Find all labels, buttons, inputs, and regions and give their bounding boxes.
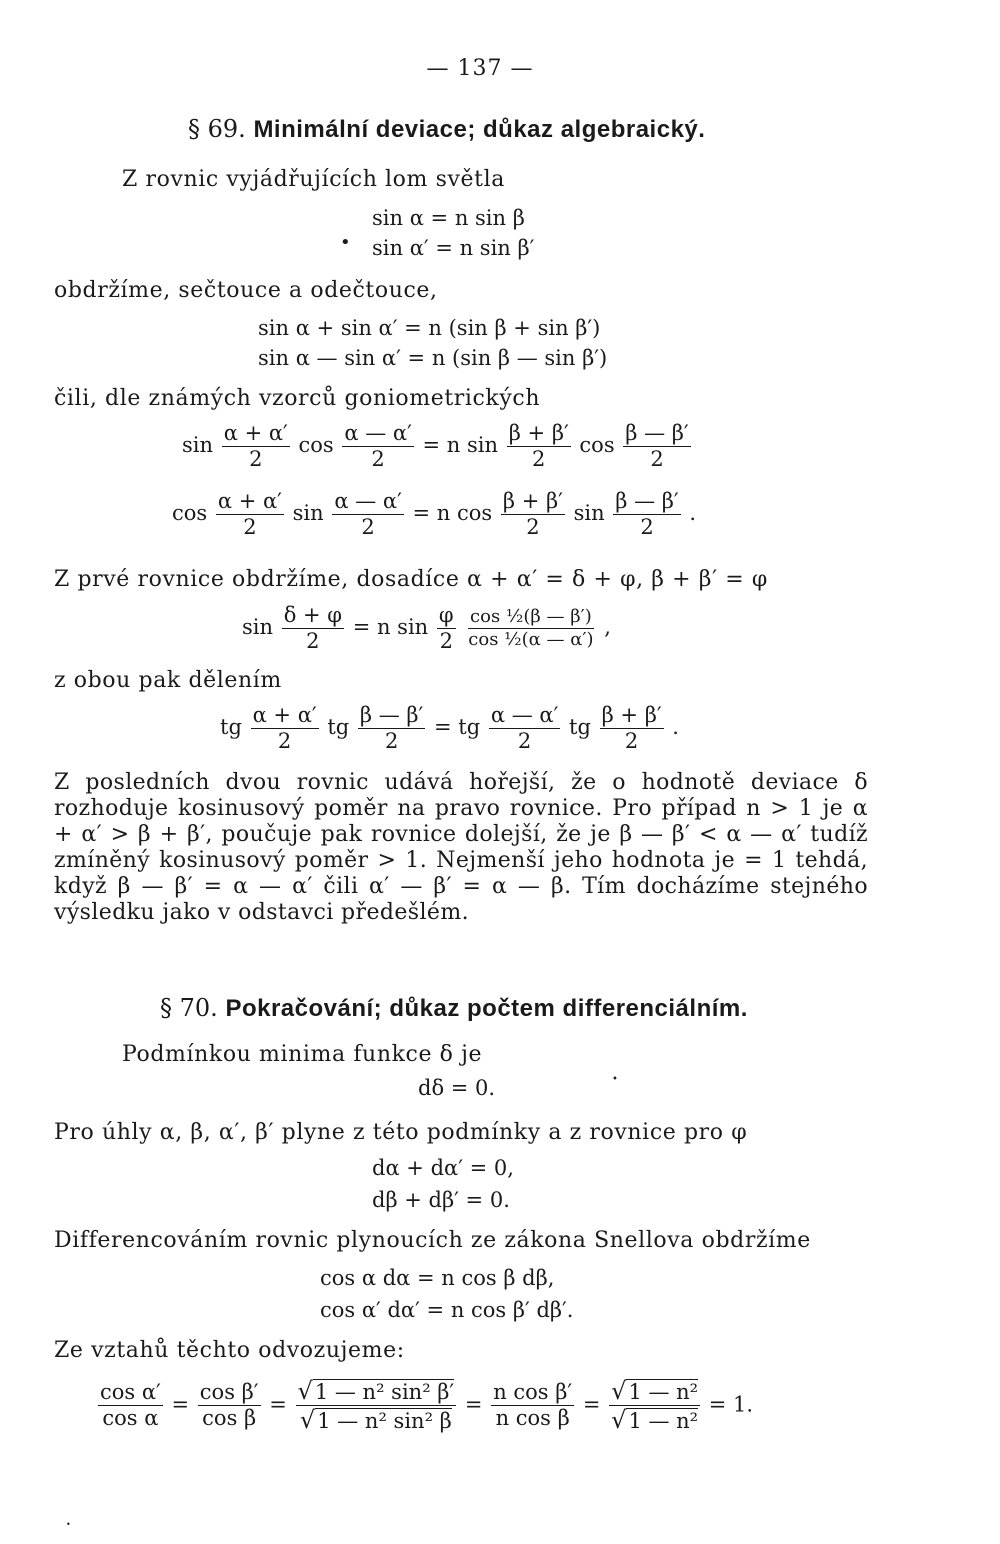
s69-formula-4: tg $\frac{\alpha + \alpha'}{2}$ tg $\frac{\beta — \beta'}{2}$ = tg $\frac{\alpha — \alpha'}{2}$ tg $\frac{\beta + \beta'}{2}$ .: [220, 703, 679, 754]
s69-intro: Z rovnic vyjádřujících lom světla: [122, 167, 505, 192]
print-speck: •: [340, 232, 351, 253]
s70-text1: Podmínkou minima funkce δ je: [122, 1042, 483, 1067]
print-speck: •: [66, 1520, 71, 1529]
s70-text3: Differencováním rovnic plynoucích ze zákona Snellova obdržíme: [54, 1228, 811, 1253]
s69-eq3: sin α + sin α′ = n (sin β + sin β′): [258, 316, 601, 340]
page-number: — 137 —: [426, 56, 534, 81]
s70-text2: Pro úhly α, β, α′, β′ plyne z této podmínky a z rovnice pro φ: [54, 1120, 748, 1145]
s69-text5: z obou pak dělením: [54, 668, 282, 693]
s69-text2: obdržíme, sečtouce a odečtouce,: [54, 278, 438, 303]
s69-eq1: sin α = n sin β: [372, 206, 525, 230]
section-69-title: Minimální deviace; důkaz algebraický.: [253, 116, 706, 143]
s70-eq4: cos α dα = n cos β dβ,: [320, 1266, 555, 1290]
s69-eq2: sin α′ = n sin β′: [372, 236, 535, 260]
s69-eq4: sin α — sin α′ = n (sin β — sin β′): [258, 346, 608, 370]
s69-paragraph: Z posledních dvou rovnic udává hořejší, že o hodnotě deviace δ rozhoduje kosinusový poměr na pravo rovnice. Pro případ n > 1 je α + α′ > β + β′, poučuje pak rovnice dolejší, že je β — β′ < α — α′ tudíž zmíněný kosinusový poměr > 1. Nejmenší jeho hodnota je = 1 tehdá, když β — β′ = α — α′ čili α′ — β′ = α — β. Tím docházíme stejného výsledku jako v odstavci předešlém.: [54, 770, 868, 925]
s69-text3: čili, dle známých vzorců goniometrických: [54, 386, 541, 411]
s70-eq5: cos α′ dα′ = n cos β′ dβ′.: [320, 1298, 574, 1322]
s70-eq1: dδ = 0.: [418, 1076, 496, 1100]
s70-eq3: dβ + dβ′ = 0.: [372, 1188, 510, 1212]
s69-formula-1: sin $\frac{\alpha + \alpha'}{2}$ cos $\frac{\alpha — \alpha'}{2}$ = n sin $\frac{\beta + \beta'}{2}$ cos $\frac{\beta — \beta'}{2}$: [182, 421, 689, 472]
s70-text4: Ze vztahů těchto odvozujeme:: [54, 1338, 405, 1363]
s70-eq2: dα + dα′ = 0,: [372, 1156, 514, 1180]
s69-formula-3: sin $\frac{\delta + \varphi}{2}$ = n sin $\frac{\varphi}{2}$ $\frac{\text{cos ½(β — β′)}}{\text{cos ½(α — α′)}}$ ,: [242, 603, 611, 654]
section-70-title: Pokračování; důkaz počtem differenciálním.: [225, 995, 748, 1022]
section-69-mark: § 69.: [188, 115, 246, 143]
s70-final-formula: $\frac{\text{cos α′}}{\text{cos α}}$ = $\frac{\text{cos β′}}{\text{cos β}}$ = $\frac{\text{√1 — n² sin² β′}}{\text{√1 — n² sin² β}}$ = $\frac{\text{n cos β′}}{\text{n cos β}}$ = $\frac{\text{√1 — n²}}{\text{√1 — n²}}$ = 1.: [100, 1377, 754, 1435]
section-69-heading: [188, 115, 705, 144]
s69-text4: Z prvé rovnice obdržíme, dosadíce α + α′ = δ + φ, β + β′ = φ: [54, 567, 768, 592]
print-speck: •: [612, 1074, 618, 1085]
section-70-heading: [160, 994, 748, 1023]
s69-formula-2: cos $\frac{\alpha + \alpha'}{2}$ sin $\frac{\alpha — \alpha'}{2}$ = n cos $\frac{\beta + \beta'}{2}$ sin $\frac{\beta — \beta'}{2}$ .: [172, 489, 697, 540]
section-70-mark: § 70.: [160, 994, 218, 1022]
